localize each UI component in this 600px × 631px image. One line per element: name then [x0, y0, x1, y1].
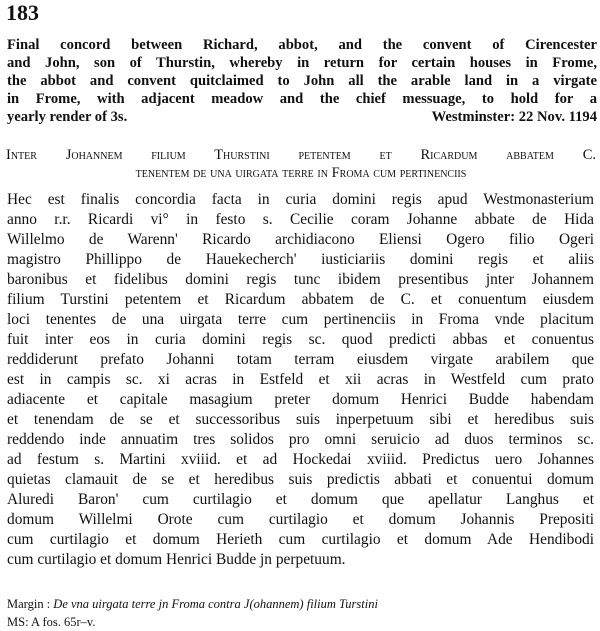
text-line: domum Willelmi Orote cum curtilagio et domum Johannis Prepositi [7, 511, 594, 528]
text-line: cum curtilagio et domum Herieth cum curtilagio et domum Ade Hendibodi [7, 531, 594, 548]
text-line: quietas clamauit de se et heredibus suis predictis abbati et conuentui domum [7, 471, 594, 488]
text-line: loci tenentes de una uirgata terre cum pertinenciis in Froma vnde placitum [7, 311, 594, 328]
summary-line: yearly render of 3s. [7, 109, 128, 125]
text-line: adiacente et capitale masagium preter domum Henrici Budde habendam [7, 391, 594, 408]
manuscript-reference [7, 615, 95, 629]
summary-line: and John, son of Thurstin, whereby in return for certain houses in Frome, [7, 55, 597, 71]
text-line: ad festum s. Martini xviiid. et ad Hockedai xviiid. Predictus uero Johannes [7, 451, 594, 468]
summary-last-row [7, 108, 597, 126]
document-number: 183 [6, 0, 39, 25]
text-line: cum curtilagio et domum Henrici Budde jn perpetuum. [7, 551, 346, 568]
text-line: baronibus et fidelibus domini regis tunc ibidem presentibus jnter Johannem [7, 271, 594, 288]
text-line: anno r.r. Ricardi vi° in festo s. Cecilie coram Johanne abbate de Hida [7, 211, 594, 228]
text-line: Hec est finalis concordia facta in curia domini regis apud Westmonasterium [7, 191, 594, 208]
margin-text: De vna uirgata terre jn Froma contra J(ohannem) filium Turstini [53, 597, 378, 611]
text-line: filium Turstini petentem et Ricardum abbatem de C. et conuentum eiusdem [7, 291, 594, 308]
heading-line: tenentem de una uirgata terre in Froma cum pertinenciis [135, 165, 467, 181]
text-line: reddendo inde annuatim tres solidos pro omni seruicio ad duos terminos sc. [7, 431, 594, 448]
text-line: et tenendam de se et successoribus suis inperpetuum sibi et heredibus suis [7, 411, 594, 428]
summary-line: in Frome, with adjacent meadow and the chief messuage, to hold for a [7, 91, 597, 107]
text-line: Willelmo de Warenn' Ricardo archidiacono Eliensi Ogero filio Ogeri [7, 231, 594, 248]
summary-line: the abbot and convent quitclaimed to John all the arable land in a virgate [7, 73, 597, 89]
text-line: reddiderunt prefato Johanni totam terram eiusdem virgate arabilem que [7, 351, 594, 368]
charter-heading [6, 146, 596, 182]
summary-line: Final concord between Richard, abbot, and the convent of Cirencester [7, 37, 597, 53]
text-line: magistro Phillippo de Hauekecherch' iusticiariis domini regis et aliis [7, 251, 594, 268]
text-line: fuit inter eos in curia domini regis sc. quod predicti abbas et conuentus [7, 331, 594, 348]
ms-label: MS: [7, 615, 29, 629]
place-date: Westminster: 22 Nov. 1194 [431, 109, 597, 125]
text-line: Aluredi Baron' cum curtilagio et domum que apellatur Langhus et [7, 491, 594, 508]
heading-line: Inter Johannem filium Thurstini petentem et Ricardum abbatem C. [6, 147, 596, 163]
ms-text: A fos. 65r–v. [30, 615, 96, 629]
margin-label: Margin : [7, 597, 51, 611]
summary-paragraph [7, 36, 597, 126]
text-line: est in campis sc. xi acras in Estfeld et xii acras in Westfeld cum prato [7, 371, 594, 388]
charter-text [7, 190, 594, 570]
margin-note [7, 597, 378, 611]
